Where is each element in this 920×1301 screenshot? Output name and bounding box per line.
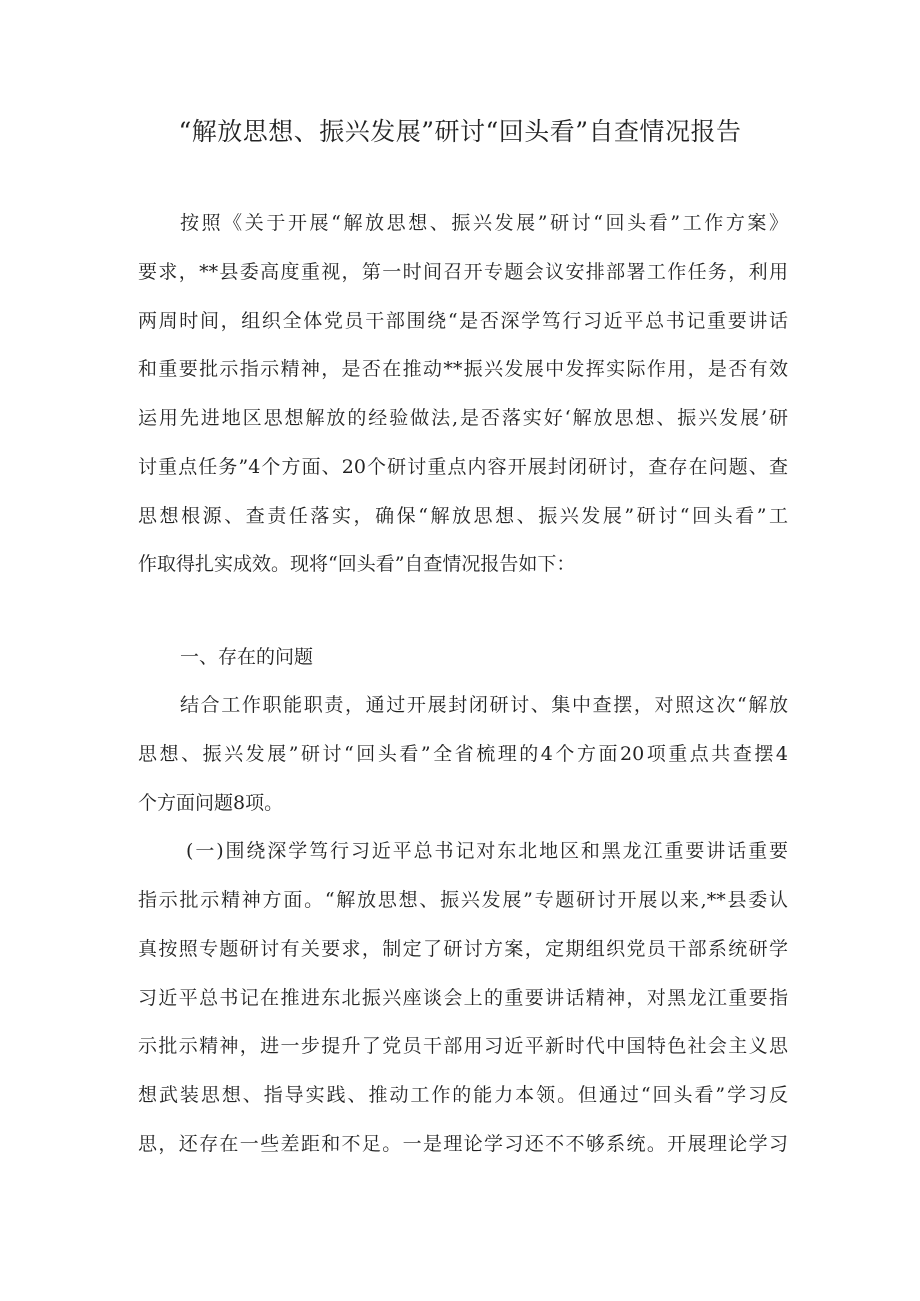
subsection-line: 示批示精神，进一步提升了党员干部用习近平新时代中国特色社会主义思 [138, 1035, 788, 1057]
intro-line: 和重要批示指示精神，是否在推动**振兴发展中发挥实际作用，是否有效 [138, 358, 788, 380]
intro-line: 作取得扎实成效。现将“回头看”自查情况报告如下： [138, 553, 576, 575]
intro-line: 讨重点任务”4个方面、20个研讨重点内容开展封闭研讨，查存在问题、查 [138, 456, 788, 478]
intro-line: 运用先进地区思想解放的经验做法,是否落实好‘解放思想、振兴发展’研 [138, 407, 788, 429]
intro-line: 按照《关于开展“解放思想、振兴发展”研讨“回头看”工作方案》 [180, 212, 788, 234]
document-title: “解放思想、振兴发展”研讨“回头看”自查情况报告 [178, 117, 742, 146]
section-line: 个方面问题8项。 [138, 792, 284, 814]
subsection-line: 想武装思想、指导实践、推动工作的能力本领。但通过“回头看”学习反 [138, 1084, 788, 1106]
subsection-line: 真按照专题研讨有关要求，制定了研讨方案，定期组织党员干部系统研学 [138, 938, 788, 960]
subsection-line: 习近平总书记在推进东北振兴座谈会上的重要讲话精神，对黑龙江重要指 [138, 987, 788, 1009]
section-line: 结合工作职能职责，通过开展封闭研讨、集中查摆，对照这次“解放 [180, 694, 788, 716]
intro-line: 要求，**县委高度重视，第一时间召开专题会议安排部署工作任务，利用 [138, 261, 788, 283]
subsection-line: 思，还存在一些差距和不足。一是理论学习还不不够系统。开展理论学习 [138, 1133, 788, 1155]
subsection-line: 指示批示精神方面。“解放思想、振兴发展”专题研讨开展以来,**县委认 [138, 889, 788, 911]
section-line: 思想、振兴发展”研讨“回头看”全省梳理的4个方面20项重点共查摆4 [138, 743, 788, 765]
intro-line: 两周时间，组织全体党员干部围绕“是否深学笃行习近平总书记重要讲话 [138, 310, 788, 332]
intro-line: 思想根源、查责任落实，确保“解放思想、振兴发展”研讨“回头看”工 [138, 505, 788, 527]
section-heading: 一、存在的问题 [180, 646, 314, 668]
subsection-line: (一)围绕深学笃行习近平总书记对东北地区和黑龙江重要讲话重要 [186, 840, 788, 862]
